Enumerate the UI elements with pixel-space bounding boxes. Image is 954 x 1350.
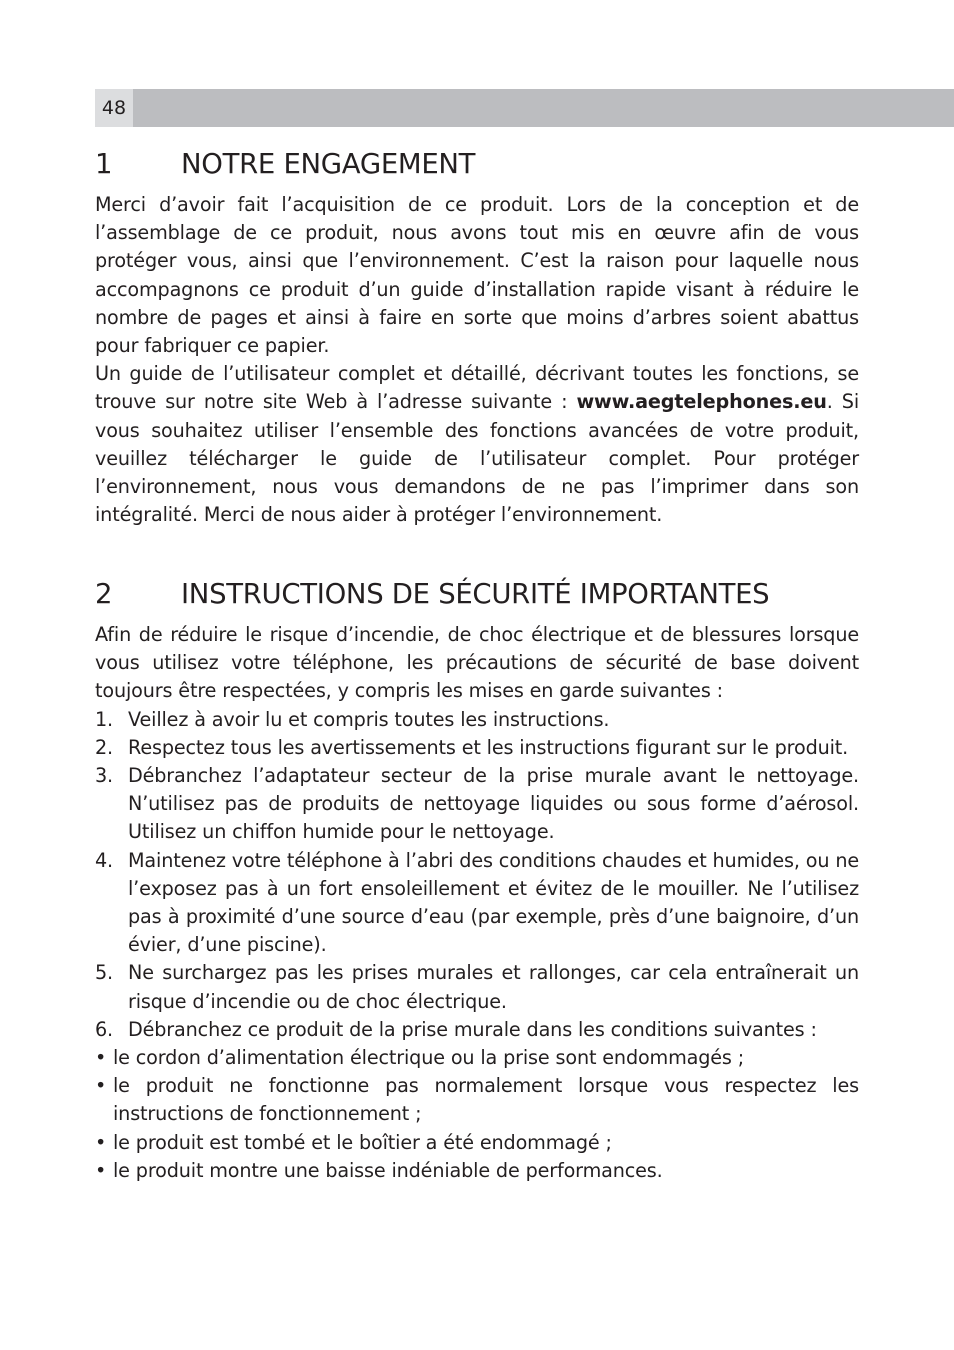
bullet-item [95,1044,859,1072]
list-item [95,847,859,960]
intro-paragraph: Afin de réduire le risque d’incendie, de choc électrique et de blessures lorsque vous utilisez votre téléphone, les précautions de sécurité de base doivent toujours être respectées, y compris les mises en garde suivantes : [95,623,859,703]
bullet-list [95,1044,859,1185]
numbered-list [95,706,859,1044]
list-item [95,706,859,734]
paragraph-text: . Si vous souhaitez utiliser l’ensemble des fonctions avancées de votre produit, veuillez télécharger le guide de l’utilisateur complet. Pour protéger l’environnement, nous vous demandons de ne pas l’imprimer dans son intégralité. Merci de nous aider à protéger l’environnement. [95,390,860,527]
list-marker: 4. [95,848,114,872]
section-instructions-securite [95,574,859,1185]
section-heading [95,574,859,614]
section-notre-engagement [95,144,859,529]
list-marker: 1. [95,707,114,731]
header-bar [95,89,954,127]
bullet-marker: • [95,1158,107,1182]
bullet-item-text: le produit ne fonctionne pas normalement lorsque vous respectez les instructions de fonctionnement ; [113,1074,859,1126]
list-item-text: Veillez à avoir lu et compris toutes les instructions. [128,707,610,731]
list-item-text: Respectez tous les avertissements et les instructions figurant sur le produit. [128,735,849,759]
section-title: INSTRUCTIONS DE SÉCURITÉ IMPORTANTES [181,578,770,610]
section-number: 2 [95,578,113,610]
list-item [95,734,859,762]
list-marker: 6. [95,1017,114,1041]
list-item [95,1016,859,1044]
bullet-marker: • [95,1074,107,1098]
list-item-text: Débranchez l’adaptateur secteur de la prise murale avant le nettoyage. N’utilisez pas de produits de nettoyage liquides ou sous forme d’aérosol. Utilisez un chiffon humide pour le nettoyage. [128,764,859,844]
bullet-item-text: le cordon d’alimentation électrique ou la prise sont endommagés ; [113,1046,745,1070]
list-item [95,762,859,847]
list-marker: 3. [95,764,114,788]
list-item-text: Débranchez ce produit de la prise murale dans les conditions suivantes : [128,1017,817,1041]
website-link[interactable]: www.aegtelephones.eu [576,390,827,414]
list-marker: 5. [95,961,114,985]
list-marker: 2. [95,735,114,759]
paragraph [95,360,859,529]
paragraph-text: Un guide de l’utilisateur complet et détaillé, décrivant toutes les fonctions, se trouve sur notre site Web à l’adresse suivante : [95,362,859,414]
section-number: 1 [95,148,113,180]
section-title: NOTRE ENGAGEMENT [181,148,476,180]
bullet-item [95,1157,859,1185]
page-number: 48 [95,89,133,127]
bullet-item-text: le produit montre une baisse indéniable de performances. [113,1158,663,1182]
bullet-marker: • [95,1046,107,1070]
bullet-item [95,1072,859,1128]
bullet-marker: • [95,1130,107,1154]
paragraph: Merci d’avoir fait l’acquisition de ce produit. Lors de la conception et de l’assemblage de ce produit, nous avons tout mis en œuvre afin de vous protéger vous, ainsi que l’environnement. C’est la raison pour laquelle nous accompagnons ce produit d’un guide d’installation rapide visant à réduire le nombre de pages et ainsi à faire en sorte que moins d’arbres soient abattus pour fabriquer ce papier. [95,193,859,358]
bullet-item-text: le produit est tombé et le boîtier a été endommagé ; [113,1130,612,1154]
bullet-item [95,1129,859,1157]
list-item-text: Maintenez votre téléphone à l’abri des conditions chaudes et humides, ou ne l’exposez pas à un fort ensoleillement et évitez de le mouiller. Ne l’utilisez pas à proximité d’une source d’eau (par exemple, près d’une baignoire, d’un évier, d’une piscine). [128,848,859,957]
list-item-text: Ne surchargez pas les prises murales et rallonges, car cela entraînerait un risque d’incendie ou de choc électrique. [128,961,859,1013]
section-heading [95,144,859,184]
list-item [95,959,859,1015]
